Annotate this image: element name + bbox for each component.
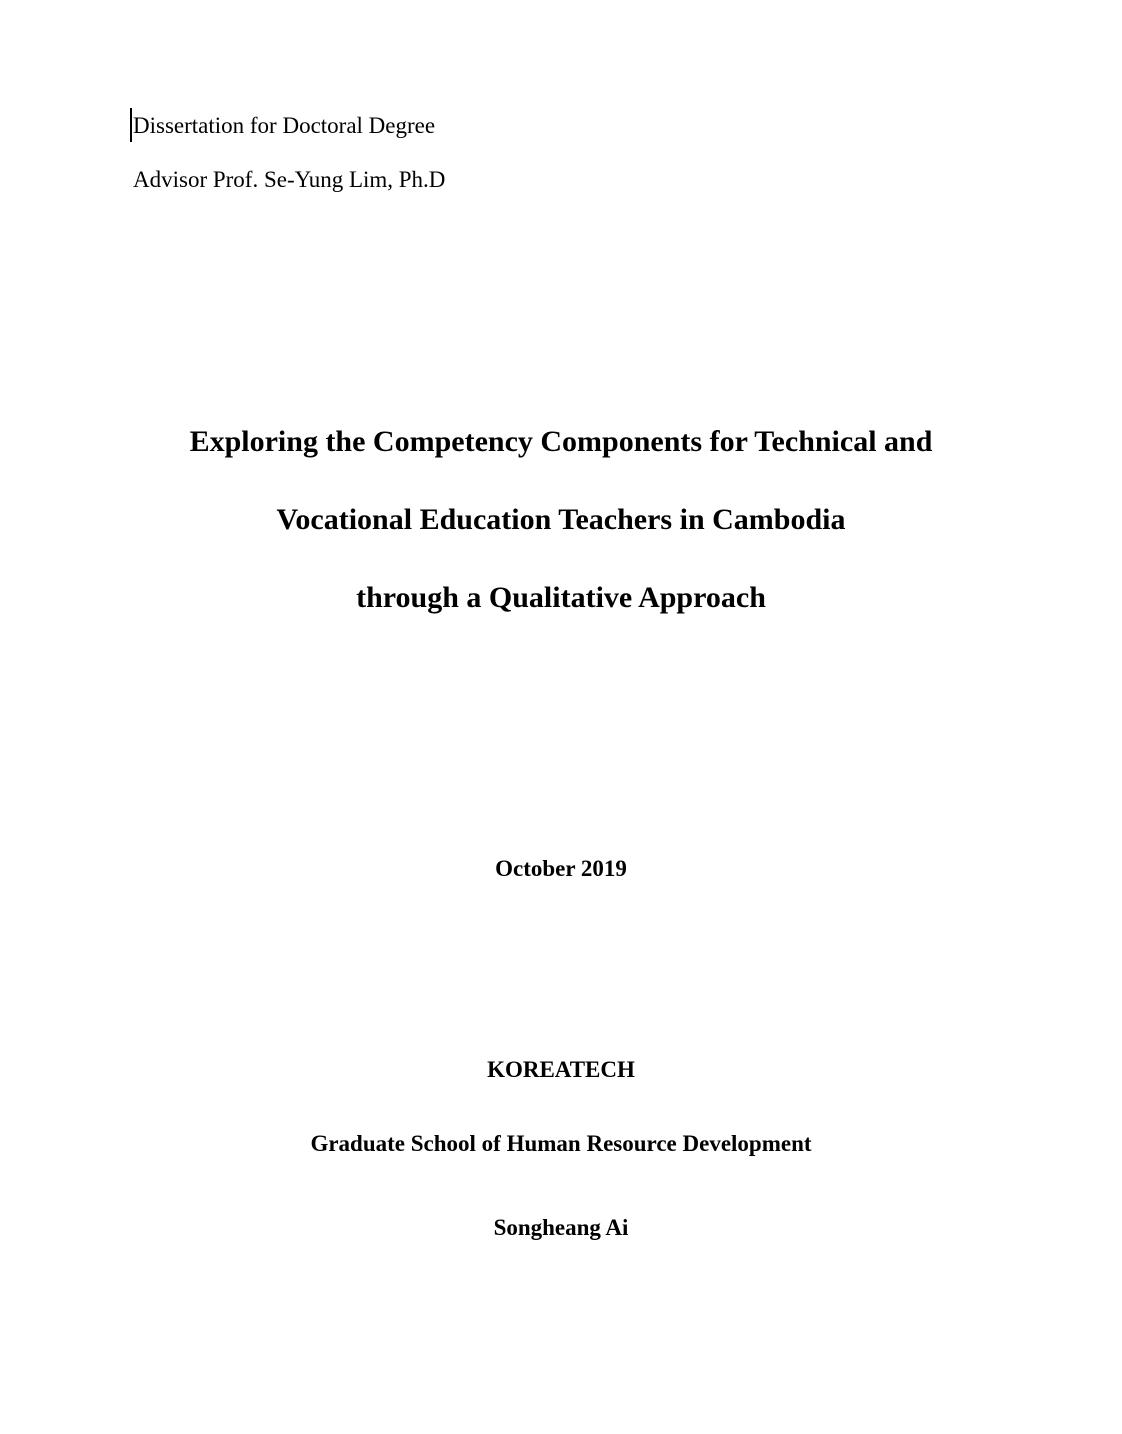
title-line-1: Exploring the Competency Components for Technical and bbox=[189, 425, 933, 458]
text-cursor bbox=[130, 108, 132, 142]
advisor-line: Advisor Prof. Se-Yung Lim, Ph.D bbox=[133, 167, 446, 192]
title-line-2: Vocational Education Teachers in Cambodia bbox=[276, 503, 846, 536]
graduate-school-name: Graduate School of Human Resource Development bbox=[310, 1131, 812, 1156]
dissertation-type-line: Dissertation for Doctoral Degree bbox=[133, 113, 436, 138]
author-name: Songheang Ai bbox=[493, 1215, 629, 1240]
title-line-3: through a Qualitative Approach bbox=[356, 581, 766, 614]
publication-date: October 2019 bbox=[495, 856, 627, 881]
institution-name: KOREATECH bbox=[487, 1057, 635, 1082]
